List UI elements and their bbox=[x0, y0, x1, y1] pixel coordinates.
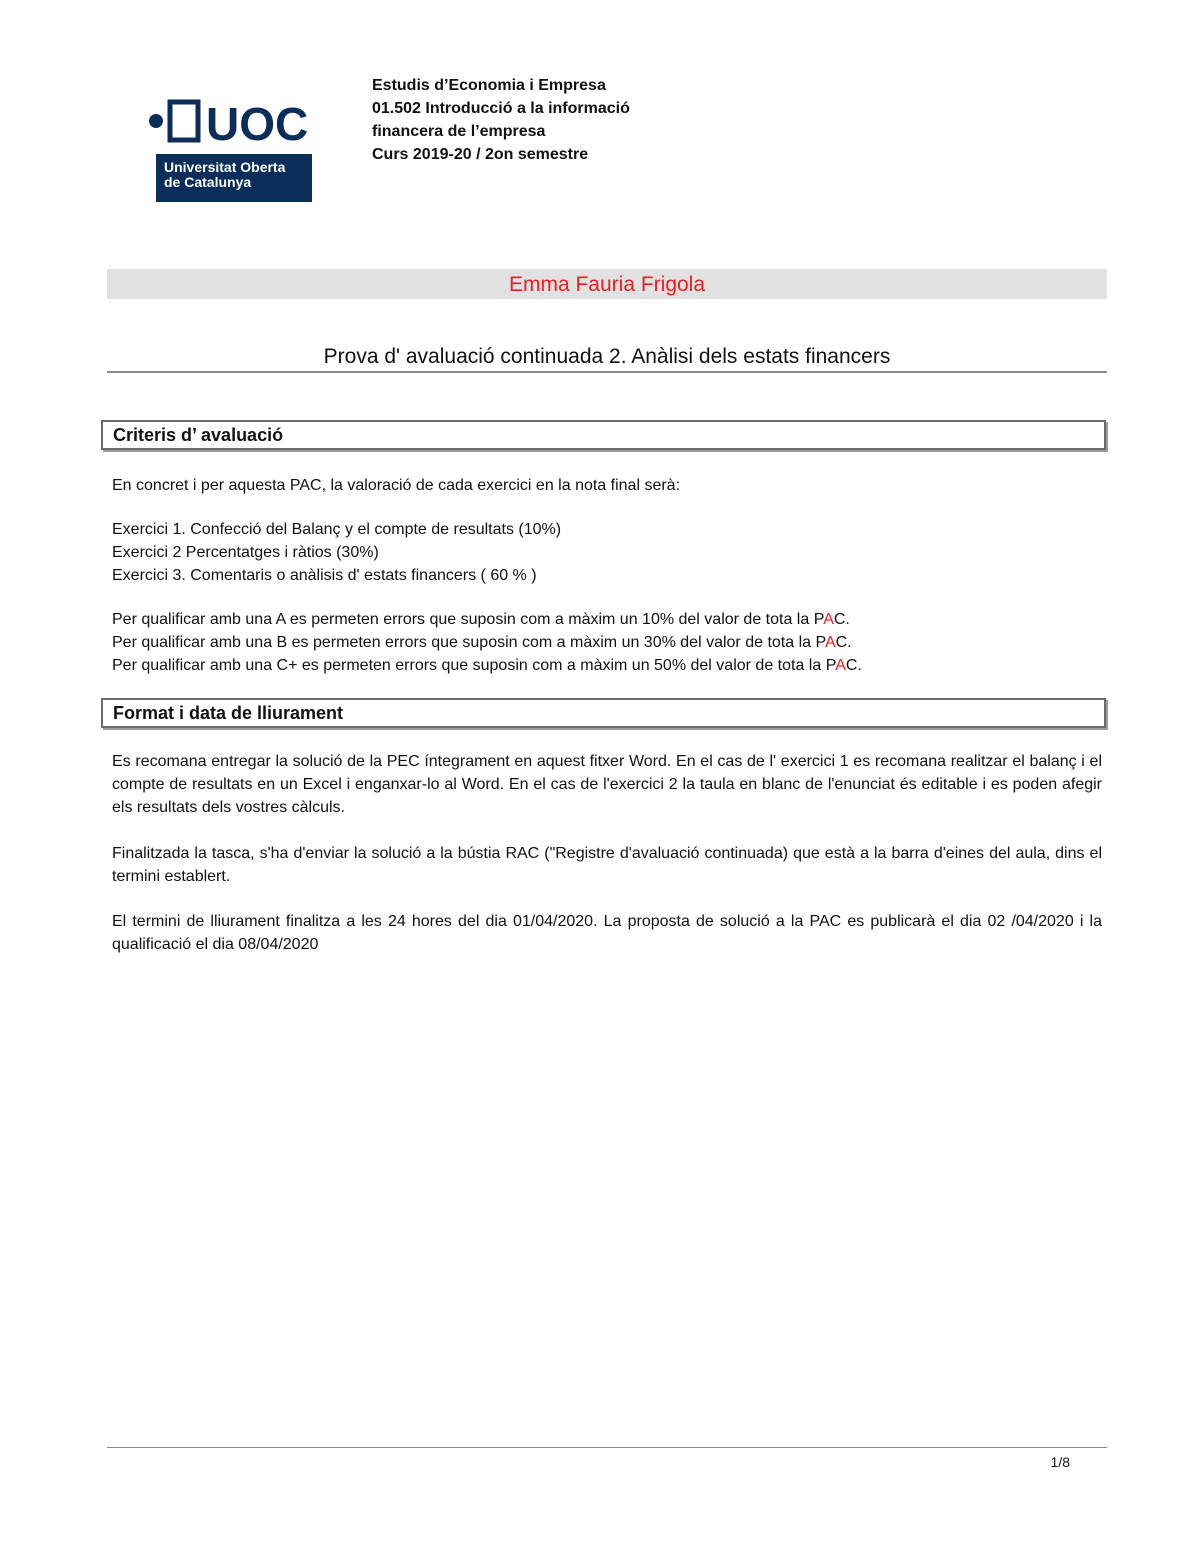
grade-rule: Per qualificar amb una B es permeten errors que suposin com a màxim un 30% del valor de tota la PAC. bbox=[112, 634, 852, 651]
title-divider bbox=[107, 371, 1107, 373]
logo-line-1: Universitat Oberta bbox=[164, 159, 286, 175]
criteria-intro: En concret i per aquesta PAC, la valoració de cada exercici en la nota final serà: bbox=[112, 477, 681, 494]
delivery-heading: Format i data de lliurament bbox=[101, 698, 1106, 728]
uoc-logo bbox=[144, 96, 314, 206]
header-line: Estudis d’Economia i Empresa bbox=[372, 77, 606, 94]
delivery-paragraph: Finalitzada la tasca, s'ha d'enviar la solució a la bústia RAC ("Registre d'avaluació continuada) que està a la barra d'eines del aula, dins el termini establert. bbox=[112, 845, 1102, 885]
logo-wordmark: UOC bbox=[206, 98, 309, 146]
delivery-paragraph: Es recomana entregar la solució de la PEC íntegrament en aquest fitxer Word. En el cas de l' exercici 1 es recomana realitzar el balanç i el compte de resultats en un Excel i enganxar-lo al Word. En el cas de l'exercici 2 la taula en blanc de l'enunciat és editable i es poden afegir els resultats dels vostres càlculs. bbox=[112, 753, 1102, 816]
header-line: Curs 2019-20 / 2on semestre bbox=[372, 146, 589, 163]
grade-rule: Per qualificar amb una A es permeten errors que suposin com a màxim un 10% del valor de tota la PAC. bbox=[112, 611, 850, 628]
criteria-heading: Criteris d’ avaluació bbox=[101, 420, 1106, 450]
course-header bbox=[372, 74, 630, 166]
document-title: Prova d' avaluació continuada 2. Anàlisi dels estats financers bbox=[323, 345, 891, 368]
exercise-line: Exercici 2 Percentatges i ràtios (30%) bbox=[112, 544, 379, 561]
logo-university-name bbox=[156, 154, 312, 202]
header-line: financera de l’empresa bbox=[372, 123, 546, 140]
footer-divider bbox=[107, 1447, 1107, 1448]
grade-rule: Per qualificar amb una C+ es permeten errors que suposin com a màxim un 50% del valor de tota la PAC. bbox=[112, 657, 862, 674]
logo-line-2: de Catalunya bbox=[164, 174, 252, 190]
uoc-logo-mark bbox=[144, 96, 314, 146]
header-line: 01.502 Introducció a la informació bbox=[372, 100, 630, 117]
exercise-line: Exercici 1. Confecció del Balanç y el compte de resultats (10%) bbox=[112, 521, 562, 538]
student-name-banner: Emma Fauria Frigola bbox=[107, 269, 1107, 299]
delivery-paragraph: El termini de lliurament finalitza a les 24 hores del dia 01/04/2020. La proposta de solució a la PAC es publicarà el dia 02 /04/2020 i la qualificació el dia 08/04/2020 bbox=[112, 913, 1102, 953]
page-number: 1/8 bbox=[1050, 1454, 1070, 1470]
exercise-line: Exercici 3. Comentaris o anàlisis d' estats financers ( 60 % ) bbox=[112, 567, 537, 584]
